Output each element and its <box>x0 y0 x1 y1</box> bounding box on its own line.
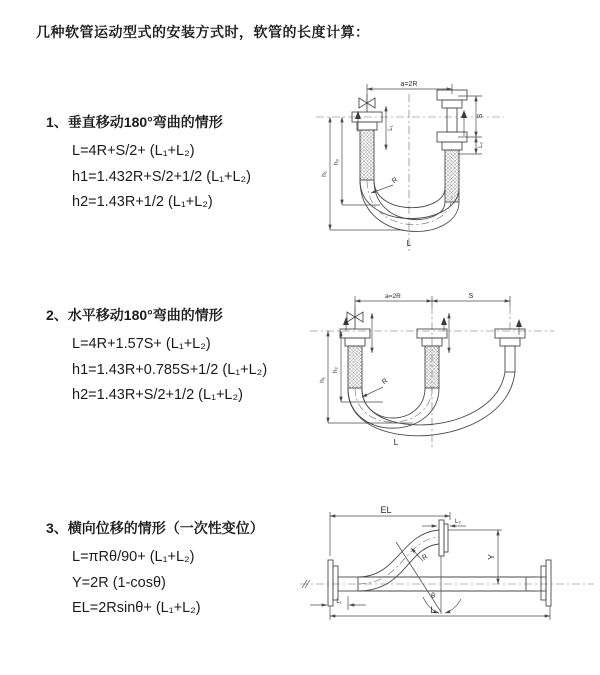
dimension-l1 <box>310 596 366 610</box>
formula-line: Y=2R (1-cosθ) <box>72 574 166 591</box>
diagram-horizontal-180 <box>308 285 598 453</box>
dimension-h1 <box>319 331 413 423</box>
angle-construction <box>396 542 461 614</box>
dim-label-a2r: a=2R <box>385 293 401 300</box>
diagram-lateral-displacement <box>298 498 598 646</box>
dim-label-y: Y <box>486 554 496 560</box>
formula-line: h2=1.43R+S/2+1/2 (L₁+L₂) <box>72 387 243 403</box>
valve-icon <box>359 94 375 112</box>
dim-label-h1: h₁ <box>321 171 328 177</box>
valve-icon <box>347 306 363 329</box>
formula-line: h2=1.43R+1/2 (L₁+L₂) <box>72 194 213 210</box>
radius-leader <box>362 377 389 397</box>
dim-label-l2: L₂ <box>455 519 461 525</box>
right-flange <box>526 560 551 606</box>
dim-label-h2: h₂ <box>332 366 339 374</box>
section-heading: 2、水平移动180°弯曲的情形 <box>46 307 223 323</box>
movement-arrow-left <box>355 111 361 132</box>
diagram-vertical-180 <box>308 70 598 258</box>
section-heading: 1、垂直移动180°弯曲的情形 <box>46 114 223 130</box>
dim-label-h2: h₂ <box>333 158 340 166</box>
dimension-a2r <box>367 81 452 94</box>
dim-label-l2: L₂ <box>478 142 484 148</box>
dimension-a2r <box>355 293 510 306</box>
left-flange <box>328 560 358 606</box>
braided-hose <box>445 150 459 202</box>
formula-line: h1=1.43R+0.785S+1/2 (L₁+L₂) <box>72 361 268 378</box>
left-leg-fitting <box>352 112 382 180</box>
dim-label-l: L <box>430 605 436 615</box>
top-right-flange <box>439 520 448 556</box>
dim-label-s: S <box>468 293 474 300</box>
section-vertical-180 <box>46 112 251 216</box>
radius-label: R <box>381 377 390 387</box>
left-leg-fitting <box>340 329 370 388</box>
dim-label-s: S <box>477 113 484 119</box>
length-label: L <box>406 238 412 248</box>
dimension-l <box>330 605 550 620</box>
length-label: L <box>393 437 399 447</box>
centerline <box>300 580 594 588</box>
right-leg-fitting <box>495 329 525 372</box>
section-horizontal-180 <box>46 305 267 409</box>
dimension-y <box>448 530 502 584</box>
dimension-s <box>432 293 510 301</box>
dim-label-h1: h₁ <box>319 377 326 383</box>
dimension-l1 <box>386 106 394 150</box>
section-lateral-displacement <box>46 518 264 622</box>
angle-label: θ <box>431 593 435 600</box>
formula-line: h1=1.432R+S/2+1/2 (L₁+L₂) <box>72 168 252 185</box>
hose-curves <box>360 180 459 231</box>
page-title: 几种软管运动型式的安装方式时，软管的长度计算： <box>36 24 370 40</box>
dim-label-l1: L₁ <box>388 125 394 131</box>
radius-label: R <box>391 176 400 186</box>
formula-line: L=4R+S/2+ (L₁+L₂) <box>72 143 195 159</box>
radius-label: R <box>421 553 430 562</box>
braided-hose <box>348 346 362 388</box>
formula-line: L=4R+1.57S+ (L₁+L₂) <box>72 336 211 352</box>
formula-line: L=πRθ/90+ (L₁+L₂) <box>72 549 195 565</box>
dimension-el <box>330 505 450 556</box>
dim-label-el: EL <box>380 505 392 515</box>
braided-hose <box>425 346 439 388</box>
dim-label-l1: L₁ <box>336 599 342 605</box>
dim-label-a2r: a=2R <box>400 81 418 88</box>
formula-line: EL=2Rsinθ+ (L₁+L₂) <box>72 600 201 616</box>
section-heading: 3、横向位移的情形（一次性变位） <box>46 520 264 536</box>
middle-leg-fitting <box>417 329 447 388</box>
radius-leader <box>411 548 429 562</box>
braided-hose <box>360 130 374 180</box>
right-leg-fitting <box>437 90 467 202</box>
